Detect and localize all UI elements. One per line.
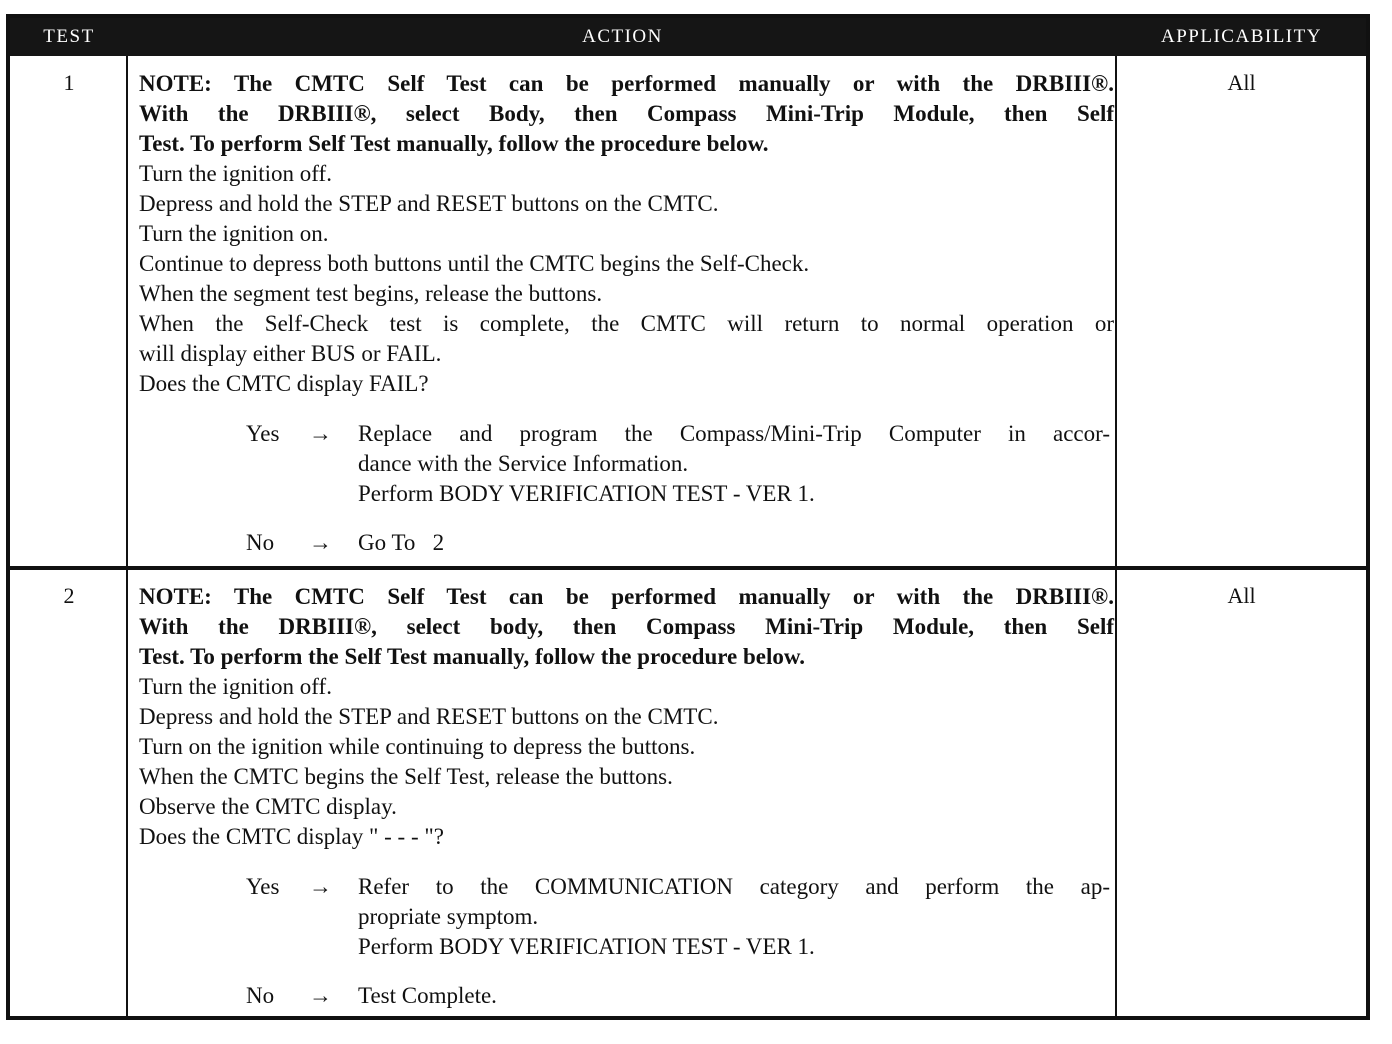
no-branch-1 bbox=[139, 528, 1114, 558]
step-line: Turn on the ignition while continuing to depress the buttons. bbox=[139, 734, 696, 759]
no-instructions: Go To 2 bbox=[358, 530, 445, 555]
yes-instructions bbox=[358, 419, 1110, 509]
step-line: Does the CMTC display " - - - "? bbox=[139, 824, 444, 849]
table-header bbox=[10, 18, 1366, 56]
step-line: Observe the CMTC display. bbox=[139, 794, 397, 819]
action-cell-1 bbox=[139, 69, 1114, 558]
arrow-right-icon: → bbox=[309, 421, 332, 446]
step-line: Turn the ignition off. bbox=[139, 674, 332, 699]
step-line: Continue to depress both buttons until the CMTC begins the Self-Check. bbox=[139, 251, 810, 276]
note-line: With the DRBIII®, select Body, then Compass Mini-Trip Module, then Self bbox=[139, 101, 1114, 126]
no-instructions: Test Complete. bbox=[358, 983, 497, 1008]
note-line: Test. To perform Self Test manually, follow the procedure below. bbox=[139, 131, 769, 156]
yes-line: Perform BODY VERIFICATION TEST - VER 1. bbox=[358, 934, 815, 959]
note-1 bbox=[139, 69, 1114, 159]
applicability-2: All bbox=[1227, 583, 1256, 608]
yes-line: Replace and program the Compass/Mini-Trip Computer in accor- bbox=[358, 421, 1110, 446]
note-2 bbox=[139, 582, 1114, 672]
yes-label: Yes bbox=[246, 874, 280, 899]
applicability-1: All bbox=[1227, 70, 1256, 95]
header-applicability: APPLICABILITY bbox=[1161, 26, 1322, 47]
row-divider bbox=[10, 566, 1366, 570]
header-test: TEST bbox=[43, 26, 95, 47]
note-line: NOTE: The CMTC Self Test can be performed manually or with the DRBIII®. bbox=[139, 584, 1114, 609]
yes-line: dance with the Service Information. bbox=[358, 451, 689, 476]
no-label: No bbox=[246, 530, 275, 555]
action-cell-2 bbox=[139, 582, 1114, 1011]
step-line: will display either BUS or FAIL. bbox=[139, 341, 442, 366]
steps-2 bbox=[139, 672, 1114, 852]
test-number-2: 2 bbox=[63, 583, 75, 608]
step-line: Depress and hold the STEP and RESET buttons on the CMTC. bbox=[139, 704, 719, 729]
steps-1 bbox=[139, 159, 1114, 399]
arrow-right-icon: → bbox=[309, 983, 332, 1008]
yes-branch-1 bbox=[139, 419, 1114, 509]
step-line: When the CMTC begins the Self Test, release the buttons. bbox=[139, 764, 673, 789]
step-line: When the Self-Check test is complete, the CMTC will return to normal operation or bbox=[139, 311, 1114, 336]
diagnostic-test-table bbox=[6, 14, 1370, 1020]
arrow-right-icon: → bbox=[309, 874, 332, 899]
no-label: No bbox=[246, 983, 275, 1008]
header-action: ACTION bbox=[582, 26, 663, 47]
yes-line: propriate symptom. bbox=[358, 904, 539, 929]
yes-label: Yes bbox=[246, 421, 280, 446]
column-divider-test bbox=[126, 56, 128, 1016]
no-branch-2 bbox=[139, 981, 1114, 1011]
yes-instructions bbox=[358, 872, 1110, 962]
step-line: Does the CMTC display FAIL? bbox=[139, 371, 429, 396]
yes-branch-2 bbox=[139, 872, 1114, 962]
column-divider-applicability bbox=[1115, 56, 1117, 1016]
test-number-1: 1 bbox=[63, 70, 75, 95]
step-line: Turn the ignition off. bbox=[139, 161, 332, 186]
yes-line: Refer to the COMMUNICATION category and perform the ap- bbox=[358, 874, 1110, 899]
yes-line: Perform BODY VERIFICATION TEST - VER 1. bbox=[358, 481, 815, 506]
note-line: Test. To perform the Self Test manually, follow the procedure below. bbox=[139, 644, 805, 669]
step-line: Depress and hold the STEP and RESET buttons on the CMTC. bbox=[139, 191, 719, 216]
step-line: Turn the ignition on. bbox=[139, 221, 329, 246]
step-line: When the segment test begins, release the buttons. bbox=[139, 281, 603, 306]
note-line: With the DRBIII®, select body, then Compass Mini-Trip Module, then Self bbox=[139, 614, 1114, 639]
note-line: NOTE: The CMTC Self Test can be performed manually or with the DRBIII®. bbox=[139, 71, 1114, 96]
arrow-right-icon: → bbox=[309, 530, 332, 555]
